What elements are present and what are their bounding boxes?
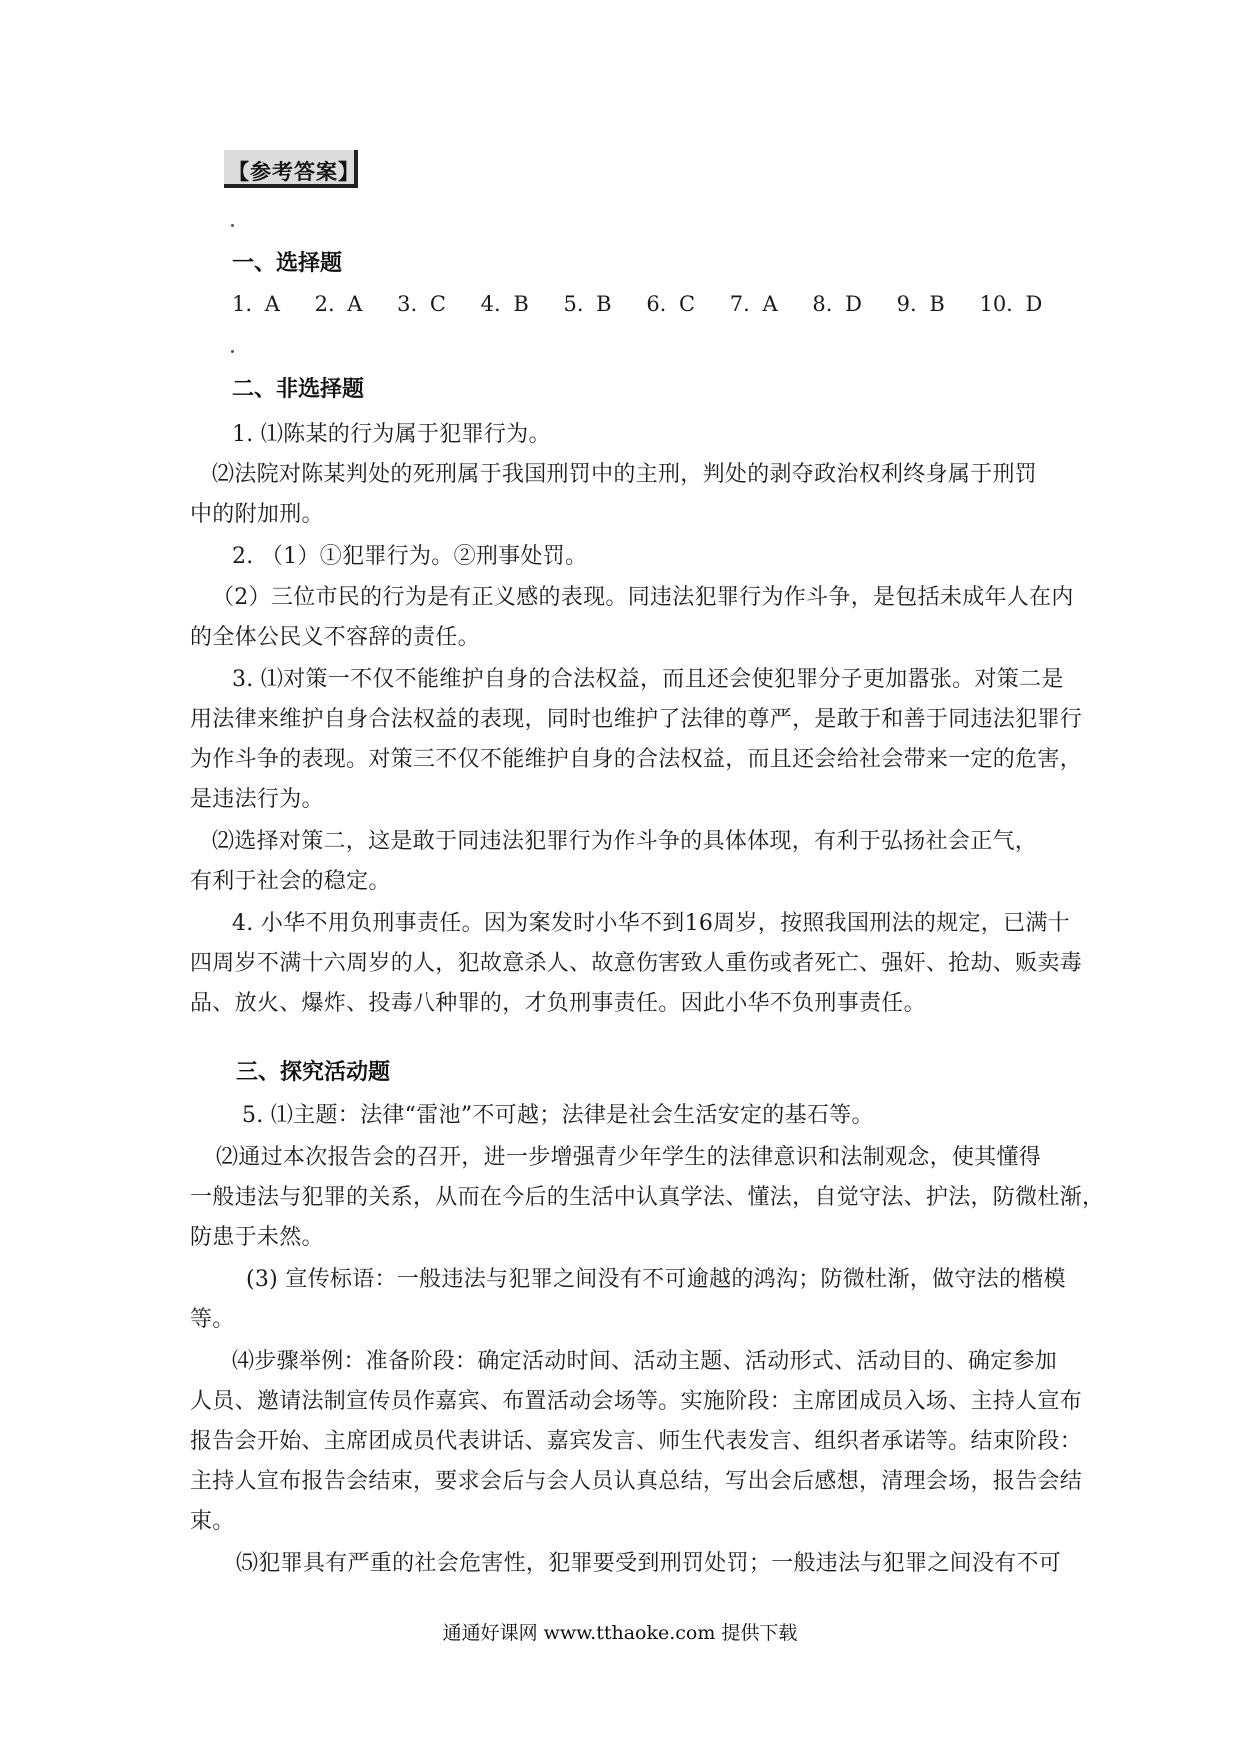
choice-answer: 8. D [812,292,862,316]
answer-line: 用法律来维护自身合法权益的表现，同时也维护了法律的尊严，是敢于和善于同违法犯罪行 [190,707,1083,732]
answer-line: ⑵通过本次报告会的召开，进一步增强青少年学生的法律意识和法制观念，使其懂得 [216,1145,1042,1170]
section-3-title: 三、探究活动题 [236,1060,391,1085]
answer-line: 一般违法与犯罪的关系，从而在今后的生活中认真学法、懂法，自觉守法、护法，防微杜渐， [190,1185,1105,1210]
answer-line: 5. ⑴主题：法律“雷池”不可越；法律是社会生活安定的基石等。 [242,1103,874,1128]
choice-answer: 1. A [232,292,280,316]
answer-line: 3. ⑴对策一不仅不能维护自身的合法权益，而且还会使犯罪分子更加嚣张。对策二是 [232,667,1064,692]
choice-answer: 5. B [563,292,612,316]
answer-line: 品、放火、爆炸、投毒八种罪的，才负刑事责任。因此小华不负刑事责任。 [190,991,926,1016]
answer-line: 的全体公民义不容辞的责任。 [190,625,480,650]
answer-line: 4. 小华不用负刑事责任。因为案发时小华不到16周岁，按照我国刑法的规定，已满十 [232,911,1070,936]
choice-answer: 9. B [896,292,945,316]
answer-line: ⑸犯罪具有严重的社会危害性，犯罪要受到刑罚处罚；一般违法与犯罪之间没有不可 [236,1551,1062,1576]
choice-answer: 10. D [979,292,1043,316]
answer-line: 报告会开始、主席团成员代表讲话、嘉宾发言、师生代表发言、组织者承诺等。结束阶段： [190,1429,1083,1454]
choice-answer: 7. A [729,292,778,316]
answer-line: (3) 宣传标语：一般违法与犯罪之间没有不可逾越的鸿沟；防微杜渐，做守法的楷模 [246,1267,1066,1292]
choice-answers [232,292,1064,316]
section-1-title: 一、选择题 [232,251,343,276]
page-footer: 通通好课网 www.tthaoke.com 提供下载 [442,1622,798,1644]
section-2-title: 二、非选择题 [232,377,365,402]
choice-answer: 2. A [314,292,363,316]
answer-line: 等。 [190,1307,235,1332]
answer-line: ⑵选择对策二，这是敢于同违法犯罪行为作斗争的具体体现，有利于弘扬社会正气， [212,829,1038,854]
answer-line: ⑷步骤举例：准备阶段：确定活动时间、活动主题、活动形式、活动目的、确定参加 [232,1349,1058,1374]
answer-line: 四周岁不满十六周岁的人，犯故意杀人、故意伤害致人重伤或者死亡、强奸、抢劫、贩卖毒 [190,951,1083,976]
answer-line: （2）三位市民的行为是有正义感的表现。同违法犯罪行为作斗争，是包括未成年人在内 [212,585,1074,610]
answer-line: 有利于社会的稳定。 [190,869,391,894]
choice-answer: 3. C [397,292,446,316]
answer-line: 2. （1）①犯罪行为。②刑事处罚。 [232,544,588,569]
answer-line: 主持人宣布报告会结束，要求会后与会人员认真总结，写出会后感想，清理会场，报告会结 [190,1469,1083,1494]
answer-line: 中的附加刑。 [190,502,324,527]
answer-line: 人员、邀请法制宣传员作嘉宾、布置活动会场等。实施阶段：主席团成员入场、主持人宣布 [190,1389,1083,1414]
answer-title-box [224,150,358,188]
answer-line: 防患于未然。 [190,1225,324,1250]
answer-line: 束。 [190,1509,235,1534]
answer-title: 【参考答案】 [228,160,360,184]
answer-line: 1. ⑴陈某的行为属于犯罪行为。 [232,422,551,447]
choice-answer: 6. C [646,292,696,316]
speck [231,224,234,227]
speck [231,350,234,353]
answer-line: ⑵法院对陈某判处的死刑属于我国刑罚中的主刑，判处的剥夺政治权利终身属于刑罚 [212,462,1038,487]
choice-answer: 4. B [480,292,529,316]
answer-line: 是违法行为。 [190,787,324,812]
answer-line: 为作斗争的表现。对策三不仅不能维护自身的合法权益，而且还会给社会带来一定的危害， [190,747,1083,772]
